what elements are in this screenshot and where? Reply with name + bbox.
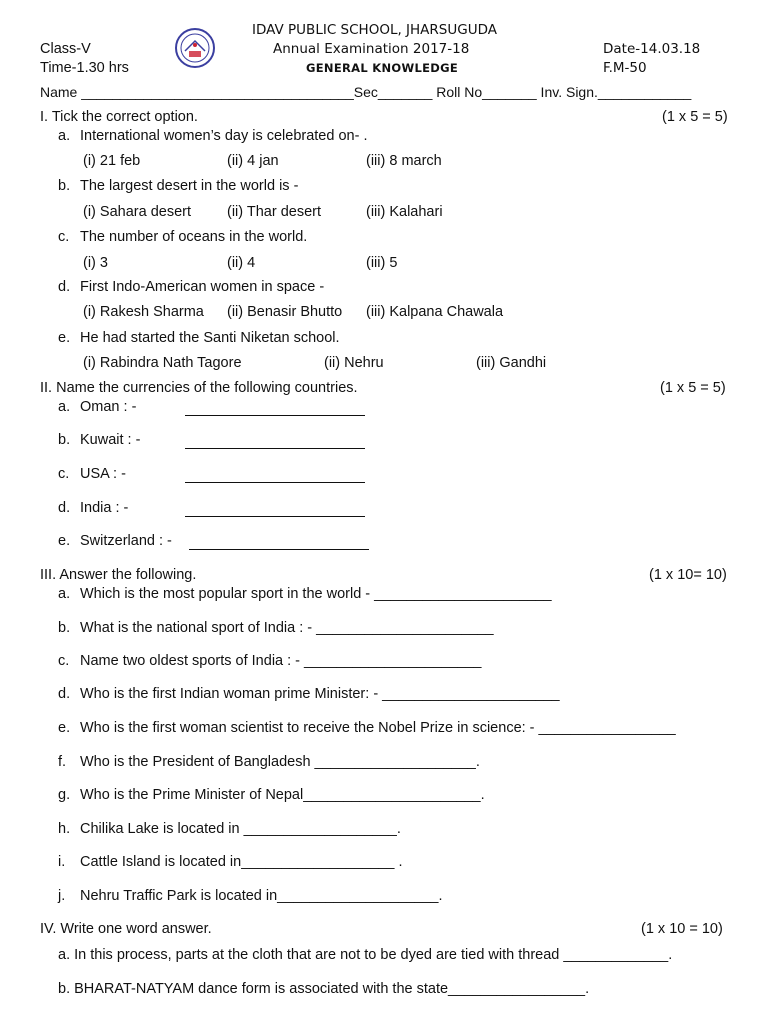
s1-question-a bbox=[58, 128, 367, 144]
q-label: h. bbox=[58, 821, 71, 837]
q-label: b. bbox=[58, 432, 71, 448]
q-text: Nehru Traffic Park is located in____________________. bbox=[80, 888, 443, 904]
s1-d-opt1: (i) Rakesh Sharma bbox=[83, 304, 204, 320]
s3-item-a bbox=[58, 586, 552, 602]
q-label: c. bbox=[58, 466, 70, 482]
answer-line[interactable] bbox=[185, 436, 365, 449]
section1-marks: (1 x 5 = 5) bbox=[662, 109, 728, 125]
q-text: What is the national sport of India : - ______________________ bbox=[80, 620, 494, 636]
q-text: Kuwait : - bbox=[80, 432, 141, 448]
s1-e-opt1: (i) Rabindra Nath Tagore bbox=[83, 355, 242, 371]
q-label: g. bbox=[58, 787, 71, 803]
s3-item-g bbox=[58, 787, 485, 803]
q-text: The largest desert in the world is - bbox=[80, 178, 299, 194]
s3-item-j bbox=[58, 888, 443, 904]
s1-c-opt2: (ii) 4 bbox=[227, 255, 256, 271]
q-text: Name two oldest sports of India : - ______________________ bbox=[80, 653, 482, 669]
s1-question-d bbox=[58, 279, 324, 295]
section4-title: IV. Write one word answer. bbox=[40, 921, 212, 937]
q-text: Oman : - bbox=[80, 399, 137, 415]
s1-c-opt3: (iii) 5 bbox=[366, 255, 398, 271]
s1-e-opt2: (ii) Nehru bbox=[324, 355, 384, 371]
s3-item-d bbox=[58, 686, 560, 702]
q-label: e. bbox=[58, 533, 71, 549]
q-label: e. bbox=[58, 720, 71, 736]
q-label: b. bbox=[58, 178, 71, 194]
q-text: Switzerland : - bbox=[80, 533, 172, 549]
s1-e-opt3: (iii) Gandhi bbox=[476, 355, 547, 371]
s2-item-c bbox=[58, 466, 126, 482]
s3-item-f bbox=[58, 754, 480, 770]
q-text: Which is the most popular sport in the world - ______________________ bbox=[80, 586, 552, 602]
q-label: f. bbox=[58, 754, 67, 770]
s1-d-opt2: (ii) Benasir Bhutto bbox=[227, 304, 343, 320]
q-text: First Indo-American women in space - bbox=[80, 279, 325, 295]
q-label: i. bbox=[58, 854, 66, 870]
s1-c-opt1: (i) 3 bbox=[83, 255, 108, 271]
section3-marks: (1 x 10= 10) bbox=[649, 567, 727, 583]
q-text: Who is the first woman scientist to receive the Nobel Prize in science: - _________________ bbox=[80, 720, 676, 736]
q-text: Chilika Lake is located in ___________________. bbox=[80, 821, 401, 837]
q-text: Who is the first Indian woman prime Minister: - ______________________ bbox=[80, 686, 560, 702]
q-text: He had started the Santi Niketan school. bbox=[80, 330, 340, 346]
q-label: d. bbox=[58, 279, 71, 295]
s1-a-opt1: (i) 21 feb bbox=[83, 153, 141, 169]
q-label: e. bbox=[58, 330, 71, 346]
q-label: a. bbox=[58, 399, 71, 415]
answer-line[interactable] bbox=[185, 504, 365, 517]
s1-d-opt3: (iii) Kalpana Chawala bbox=[366, 304, 504, 320]
q-label: j. bbox=[58, 888, 66, 904]
s3-item-c bbox=[58, 653, 481, 669]
section3-title: III. Answer the following. bbox=[40, 567, 197, 583]
s4-item-b: b. BHARAT-NATYAM dance form is associated with the state_________________. bbox=[58, 981, 590, 997]
q-label: a. bbox=[58, 128, 71, 144]
q-label: d. bbox=[58, 500, 71, 516]
q-label: d. bbox=[58, 686, 71, 702]
class-label: Class-V bbox=[40, 41, 91, 57]
school-name: IDAV PUBLIC SCHOOL, JHARSUGUDA bbox=[252, 22, 497, 38]
q-text: The number of oceans in the world. bbox=[80, 229, 308, 245]
s3-item-b bbox=[58, 620, 494, 636]
school-logo-icon bbox=[174, 27, 216, 69]
section1-title: I. Tick the correct option. bbox=[40, 109, 198, 125]
s3-item-h bbox=[58, 821, 401, 837]
s2-item-a bbox=[58, 399, 136, 415]
q-text: Who is the Prime Minister of Nepal______________________. bbox=[80, 787, 485, 803]
s1-question-b bbox=[58, 178, 298, 194]
full-marks: F.M-50 bbox=[603, 60, 647, 76]
q-label: b. bbox=[58, 620, 71, 636]
exam-title: Annual Examination 2017-18 bbox=[273, 41, 470, 57]
s2-item-e bbox=[58, 533, 172, 549]
exam-time: Time-1.30 hrs bbox=[40, 60, 129, 76]
section2-marks: (1 x 5 = 5) bbox=[660, 380, 726, 396]
answer-line[interactable] bbox=[185, 470, 365, 483]
s1-b-opt3: (iii) Kalahari bbox=[366, 204, 443, 220]
answer-line[interactable] bbox=[189, 537, 369, 550]
s2-item-d bbox=[58, 500, 128, 516]
s1-b-opt2: (ii) Thar desert bbox=[227, 204, 322, 220]
q-label: a. bbox=[58, 586, 71, 602]
subject-title: GENERAL KNOWLEDGE bbox=[306, 61, 458, 75]
s1-question-c bbox=[58, 229, 307, 245]
answer-line[interactable] bbox=[185, 403, 365, 416]
s1-b-opt1: (i) Sahara desert bbox=[83, 204, 191, 220]
q-text: Cattle Island is located in___________________ . bbox=[80, 854, 403, 870]
s1-question-e bbox=[58, 330, 340, 346]
s3-item-i bbox=[58, 854, 402, 870]
q-text: International women’s day is celebrated on- . bbox=[80, 128, 368, 144]
exam-date: Date-14.03.18 bbox=[603, 41, 701, 57]
q-label: c. bbox=[58, 229, 70, 245]
s3-item-e bbox=[58, 720, 676, 736]
s1-a-opt2: (ii) 4 jan bbox=[227, 153, 279, 169]
q-label: c. bbox=[58, 653, 70, 669]
section4-marks: (1 x 10 = 10) bbox=[641, 921, 723, 937]
s4-item-a: a. In this process, parts at the cloth that are not to be dyed are tied with thread _____________. bbox=[58, 947, 673, 963]
s2-item-b bbox=[58, 432, 140, 448]
q-text: India : - bbox=[80, 500, 129, 516]
student-info-line: Name ___________________________________Sec_______ Roll No_______ Inv. Sign.____________ bbox=[40, 84, 692, 100]
section2-title: II. Name the currencies of the following countries. bbox=[40, 380, 358, 396]
q-text: USA : - bbox=[80, 466, 126, 482]
q-text: Who is the President of Bangladesh ____________________. bbox=[80, 754, 480, 770]
s1-a-opt3: (iii) 8 march bbox=[366, 153, 442, 169]
